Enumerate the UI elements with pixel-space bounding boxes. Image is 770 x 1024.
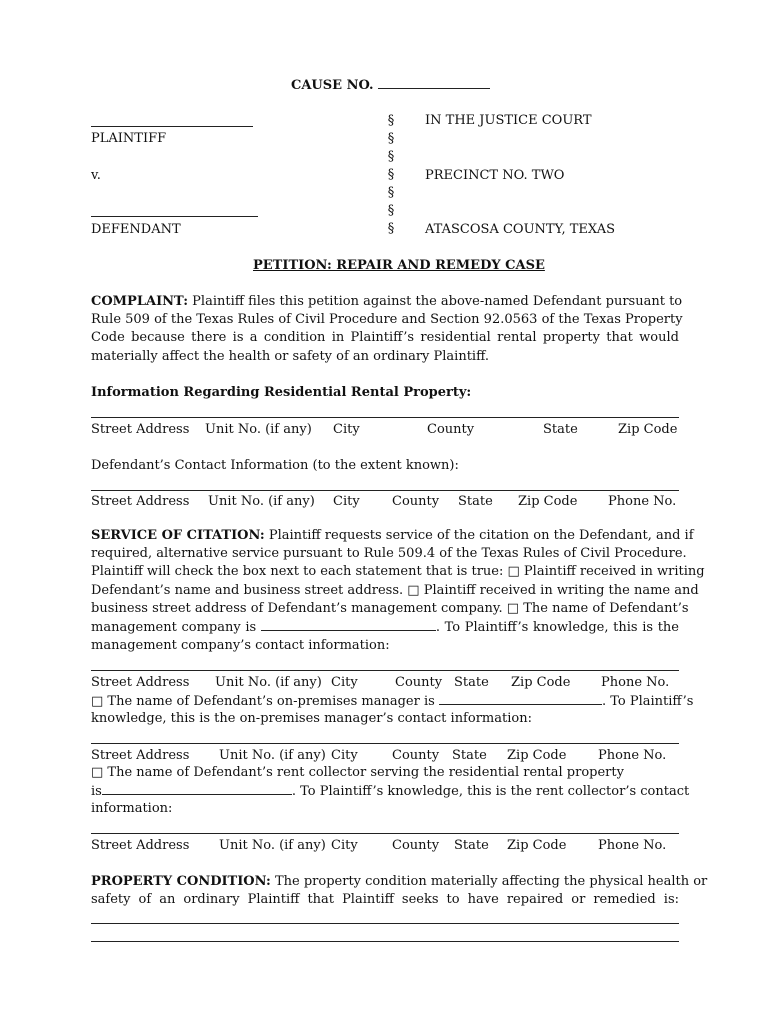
field-label-street: Street Address [91,422,190,437]
property-condition-paragraph [91,873,708,909]
defendant-field-labels [91,493,679,511]
field-label-state: State [454,838,489,853]
property-field-labels [91,421,679,439]
field-label-zip: Zip Code [507,838,567,853]
defendant-label: DEFENDANT [91,222,181,237]
field-label-county: County [392,494,440,509]
section-symbol: § [387,185,395,200]
property-condition-text: safety of an ordinary Plaintiff that Plaintiff seeks to have repaired or remedied is: [91,892,679,908]
field-label-county: County [392,838,440,853]
onsite-contact-line[interactable] [91,743,679,744]
field-label-unit: Unit No. (if any) [219,748,326,763]
property-address-line[interactable] [91,417,679,418]
onsite-manager-text: □ The name of Defendant’s on-premises manager is [91,694,435,709]
onsite-manager-blank[interactable] [439,692,602,705]
section-symbol: § [387,203,395,218]
management-contact-line[interactable] [91,670,679,671]
field-label-zip: Zip Code [511,675,571,690]
field-label-city: City [331,838,358,853]
rent-collector-blank[interactable] [102,782,292,795]
defendant-contact-label: Defendant’s Contact Information (to the extent known): [91,458,459,473]
versus-label: v. [91,168,101,183]
petition-title: PETITION: REPAIR AND REMEDY CASE [253,258,545,273]
service-text: required, alternative service pursuant to Rule 509.4 of the Texas Rules of Civil Procedure. [91,546,687,562]
county: ATASCOSA COUNTY, TEXAS [425,222,615,237]
onsite-manager-line [91,692,693,711]
rent-collector-contact-line[interactable] [91,833,679,834]
field-label-street: Street Address [91,675,190,690]
management-field-labels [91,674,679,692]
service-heading: SERVICE OF CITATION: [91,528,265,543]
property-condition-text: The property condition materially affecting the physical health or [270,874,708,889]
field-label-state: State [454,675,489,690]
property-condition-line[interactable] [91,923,679,924]
complaint-text: Code because there is a condition in Plaintiff’s residential rental property that would [91,330,679,346]
field-label-zip: Zip Code [618,422,678,437]
rent-collector-field-labels [91,837,679,855]
field-label-city: City [331,675,358,690]
complaint-heading: COMPLAINT: [91,294,189,309]
cause-number [291,76,490,95]
defendant-name-line[interactable] [91,216,258,217]
plaintiff-name-line[interactable] [91,126,253,127]
court-name: IN THE JUSTICE COURT [425,113,592,128]
field-label-state: State [452,748,487,763]
onsite-manager-text: . To Plaintiff’s [601,694,694,709]
complaint-text: materially affect the health or safety of an ordinary Plaintiff. [91,348,489,364]
service-paragraph [91,527,705,655]
field-label-phone: Phone No. [601,675,670,690]
property-condition-line[interactable] [91,941,679,942]
onsite-manager-text: knowledge, this is the on-premises manager’s contact information: [91,711,532,726]
field-label-phone: Phone No. [608,494,677,509]
defendant-contact-line[interactable] [91,490,679,491]
field-label-city: City [333,494,360,509]
management-company-blank[interactable] [261,618,436,631]
service-text: management company’s contact information: [91,638,390,654]
field-label-unit: Unit No. (if any) [208,494,315,509]
service-text: . To Plaintiff’s knowledge, this is the [435,620,679,636]
field-label-street: Street Address [91,494,190,509]
field-label-city: City [331,748,358,763]
service-text: management company is [91,620,257,636]
property-condition-heading: PROPERTY CONDITION: [91,874,271,889]
service-text: Plaintiff requests service of the citation on the Defendant, and if [264,528,694,543]
complaint-text: Plaintiff files this petition against the above-named Defendant pursuant to [188,294,683,309]
field-label-county: County [392,748,440,763]
rent-collector-text: . To Plaintiff’s knowledge, this is the rent collector’s contact [291,784,690,799]
rent-collector-line [91,782,689,801]
field-label-zip: Zip Code [507,748,567,763]
cause-no-blank[interactable] [378,76,490,89]
rent-collector-text: is [91,784,102,799]
field-label-phone: Phone No. [598,838,667,853]
field-label-zip: Zip Code [518,494,578,509]
field-label-county: County [395,675,443,690]
service-text: Plaintiff will check the box next to each statement that is true: □ Plaintiff received in writing [91,564,705,580]
rent-collector-text: information: [91,801,173,816]
field-label-street: Street Address [91,748,190,763]
rent-collector-text: □ The name of Defendant’s rent collector serving the residential rental property [91,765,624,780]
field-label-state: State [458,494,493,509]
field-label-unit: Unit No. (if any) [219,838,326,853]
precinct: PRECINCT NO. TWO [425,168,565,183]
field-label-city: City [333,422,360,437]
field-label-unit: Unit No. (if any) [215,675,322,690]
service-text: business street address of Defendant’s management company. □ The name of Defendant’s [91,600,689,616]
section-symbol: § [387,149,395,164]
complaint-paragraph [91,293,683,366]
property-info-heading: Information Regarding Residential Rental Property: [91,385,472,400]
section-symbol: § [387,167,395,182]
onsite-field-labels [91,747,679,765]
section-symbol: § [387,221,395,236]
plaintiff-label: PLAINTIFF [91,131,167,146]
complaint-text: Rule 509 of the Texas Rules of Civil Procedure and Section 92.0563 of the Texas Property [91,312,683,328]
field-label-county: County [427,422,475,437]
field-label-state: State [543,422,578,437]
field-label-unit: Unit No. (if any) [205,422,312,437]
section-symbol: § [387,113,395,128]
service-text: Defendant’s name and business street address. □ Plaintiff received in writing the name and [91,582,699,598]
field-label-street: Street Address [91,838,190,853]
field-label-phone: Phone No. [598,748,667,763]
section-symbol: § [387,131,395,146]
cause-no-label: CAUSE NO. [291,78,374,93]
